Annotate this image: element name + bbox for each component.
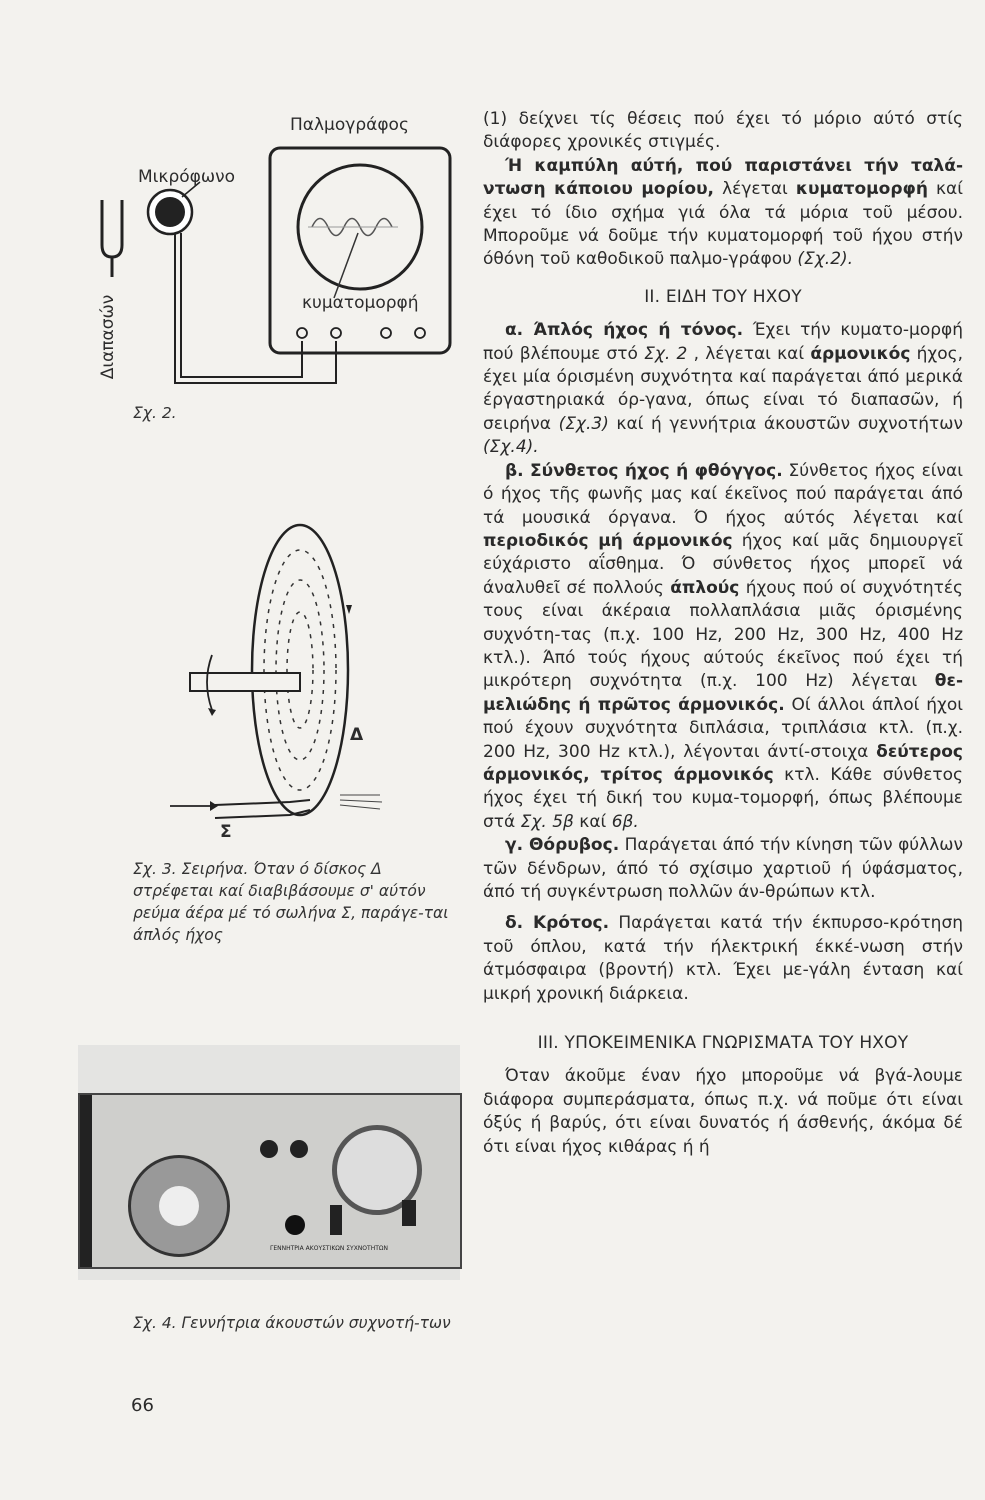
- oscilloscope-diagram: [90, 105, 460, 435]
- tuning-fork-icon: [102, 200, 122, 257]
- waveform-label: κυματομορφή: [302, 293, 419, 313]
- page-number: 66: [131, 1395, 154, 1416]
- paragraph-crack: δ. Κρότος. Παράγεται κατά τήν έκπυρσο-κρότηση τοῦ όπλου, κατά τήν ήλεκτρική έκκέ-νωση στήν άτμόσφαιρα (βροντή) κτλ. Έχει με-γάλη ένταση καί μικρή χρονική διάρκεια.: [483, 913, 963, 1004]
- microphone-label: Μικρόφωνο: [138, 167, 235, 187]
- paragraph-noise: γ. Θόρυβος. Παράγεται άπό τήν κίνηση τῶν φύλλων τῶν δένδρων, άπό τό σχίσιμο χαρτιοῦ ή ύφάσματος, άπό τή συγκέντρωση πολλῶν άν-θρώπων κτλ.: [483, 835, 963, 902]
- paragraph-subjective: Όταν άκοῦμε έναν ήχο μποροῦμε νά βγά-λουμε διάφορα συμπεράσματα, όπως π.χ. νά ποῦμε ότι είναι όξύς ή βαρύς, ότι είναι δυνατός ή άσθενής, άκόμα δέ ότι είναι ήχος κιθάρας ή ή: [483, 1066, 963, 1157]
- label-sigma: Σ: [220, 822, 232, 842]
- switch-icon: [402, 1200, 416, 1226]
- knob-icon: [260, 1140, 278, 1158]
- knob-icon: [285, 1215, 305, 1235]
- generator-panel: [78, 1093, 462, 1269]
- fig3-caption: Σχ. 3. Σειρήνα. Όταν ό δίσκος Δ στρέφεται καί διαβιβάσουμε σ' αύτόν ρεύμα άέρα μέ τό σωλήνα Σ, παράγε-ται άπλός ήχος: [133, 860, 449, 944]
- fig4-caption: Σχ. 4. Γεννήτρια άκουστών συχνοτή-των: [133, 1314, 451, 1332]
- frequency-dial-icon: [128, 1155, 230, 1257]
- figure-3: [160, 510, 390, 850]
- section-title-3: III. ΥΠΟΚΕΙΜΕΝΙΚΑ ΓΝΩΡΙΣΜΑΤΑ ΤΟΥ ΗΧΟΥ: [537, 1033, 909, 1054]
- section-title-2: II. ΕΙΔΗ ΤΟΥ ΗΧΟΥ: [644, 286, 802, 307]
- paragraph-1: (1) δείχνει τίς θέσεις πού έχει τό μόριο αύτό στίς διάφορες χρονικές στιγμές.: [483, 109, 963, 153]
- paragraph-complex-sound: β. Σύνθετος ήχος ή φθόγγος. Σύνθετος ήχος είναι ό ήχος τῆς φωνῆς μας καί έκεῖνος πού παράγεται άπό τά μουσικά όργανα. Ό ήχος αύτός λέγεται καί περιοδικός μή άρμονικός ήχος καί μᾶς δημιουργεῖ εύχάριστο αΐσθημα. Ό σύνθετος ήχος μπορεῖ νά άναλυθεῖ σέ πολλούς άπλούς ήχους πού οί συχνότητές τους είναι άκέραια πολλαπλάσια μιᾶς όρισμένης συχνότη-τας (π.χ. 100 Hz, 200 Hz, 300 Hz, 400 Hz κτλ.). Άπό τούς ήχους αύτούς έκεῖνος πού έχει τή μικρότερη συχνότητα (π.χ. 100 Hz) λέγεται θε-μελιώδης ή πρῶτος άρμονικός. Οί άλλοι άπλοί ήχοι πού έχουν συχνότητα διπλάσια, τριπλάσια κτλ. (π.χ. 200 Hz, 300 Hz κτλ.), λέγονται άντί-στοιχα δεύτερος άρμονικός, τρίτος άρμονικός κτλ. Κάθε σύνθετος ήχος έχει τή δική του κυμα-τομορφή, όπως βλέπουμε στά Σχ. 5β καί 6β.: [483, 460, 964, 832]
- panel-text: ΓΕΝΝΗΤΡΙΑ ΑΚΟΥΣΤΙΚΩΝ ΣΥΧΝΟΤΗΤΩΝ: [270, 1245, 388, 1252]
- oscilloscope-label: Παλμογράφος: [290, 115, 409, 135]
- siren-disk: [252, 525, 348, 815]
- knob-icon: [290, 1140, 308, 1158]
- siren-diagram: [160, 510, 390, 850]
- fig2-caption: Σχ. 2.: [133, 404, 177, 422]
- paragraph-simple-sound: α. Άπλός ήχος ή τόνος. Έχει τήν κυματο-μορφή πού βλέπουμε στό Σχ. 2 , λέγεται καί άρμονικός ήχος, έχει μία όρισμένη συχνότητα καί παράγεται άπό μερικά έργαστηριακά όρ-γανα, όπως είναι τό διαπασῶν, ή σειρήνα (Σχ.3) καί ή γεννήτρια άκουστῶν συχνοτήτων (Σχ.4).: [483, 320, 964, 458]
- tuning-fork-label: Διαπασών: [98, 294, 118, 380]
- switch-icon: [330, 1205, 342, 1235]
- label-delta: Δ: [350, 725, 364, 745]
- oscilloscope-box: [270, 148, 450, 353]
- paragraph-2: Ή καμπύλη αύτή, πού παριστάνει τήν ταλά-ντωση κάποιου μορίου, λέγεται κυματομορφή καί έχει τό ίδιο σχήμα γιά όλα τά μόρια τοῦ μέσου. Μποροῦμε νά δοῦμε τήν κυματομορφή τοῦ ήχου στήν όθόνη τοῦ καθοδικοῦ παλμο-γράφου (Σχ.2).: [483, 155, 964, 270]
- figure-4-photo: [78, 1045, 460, 1280]
- main-text-column: [483, 108, 963, 1159]
- figure-2: [90, 105, 460, 435]
